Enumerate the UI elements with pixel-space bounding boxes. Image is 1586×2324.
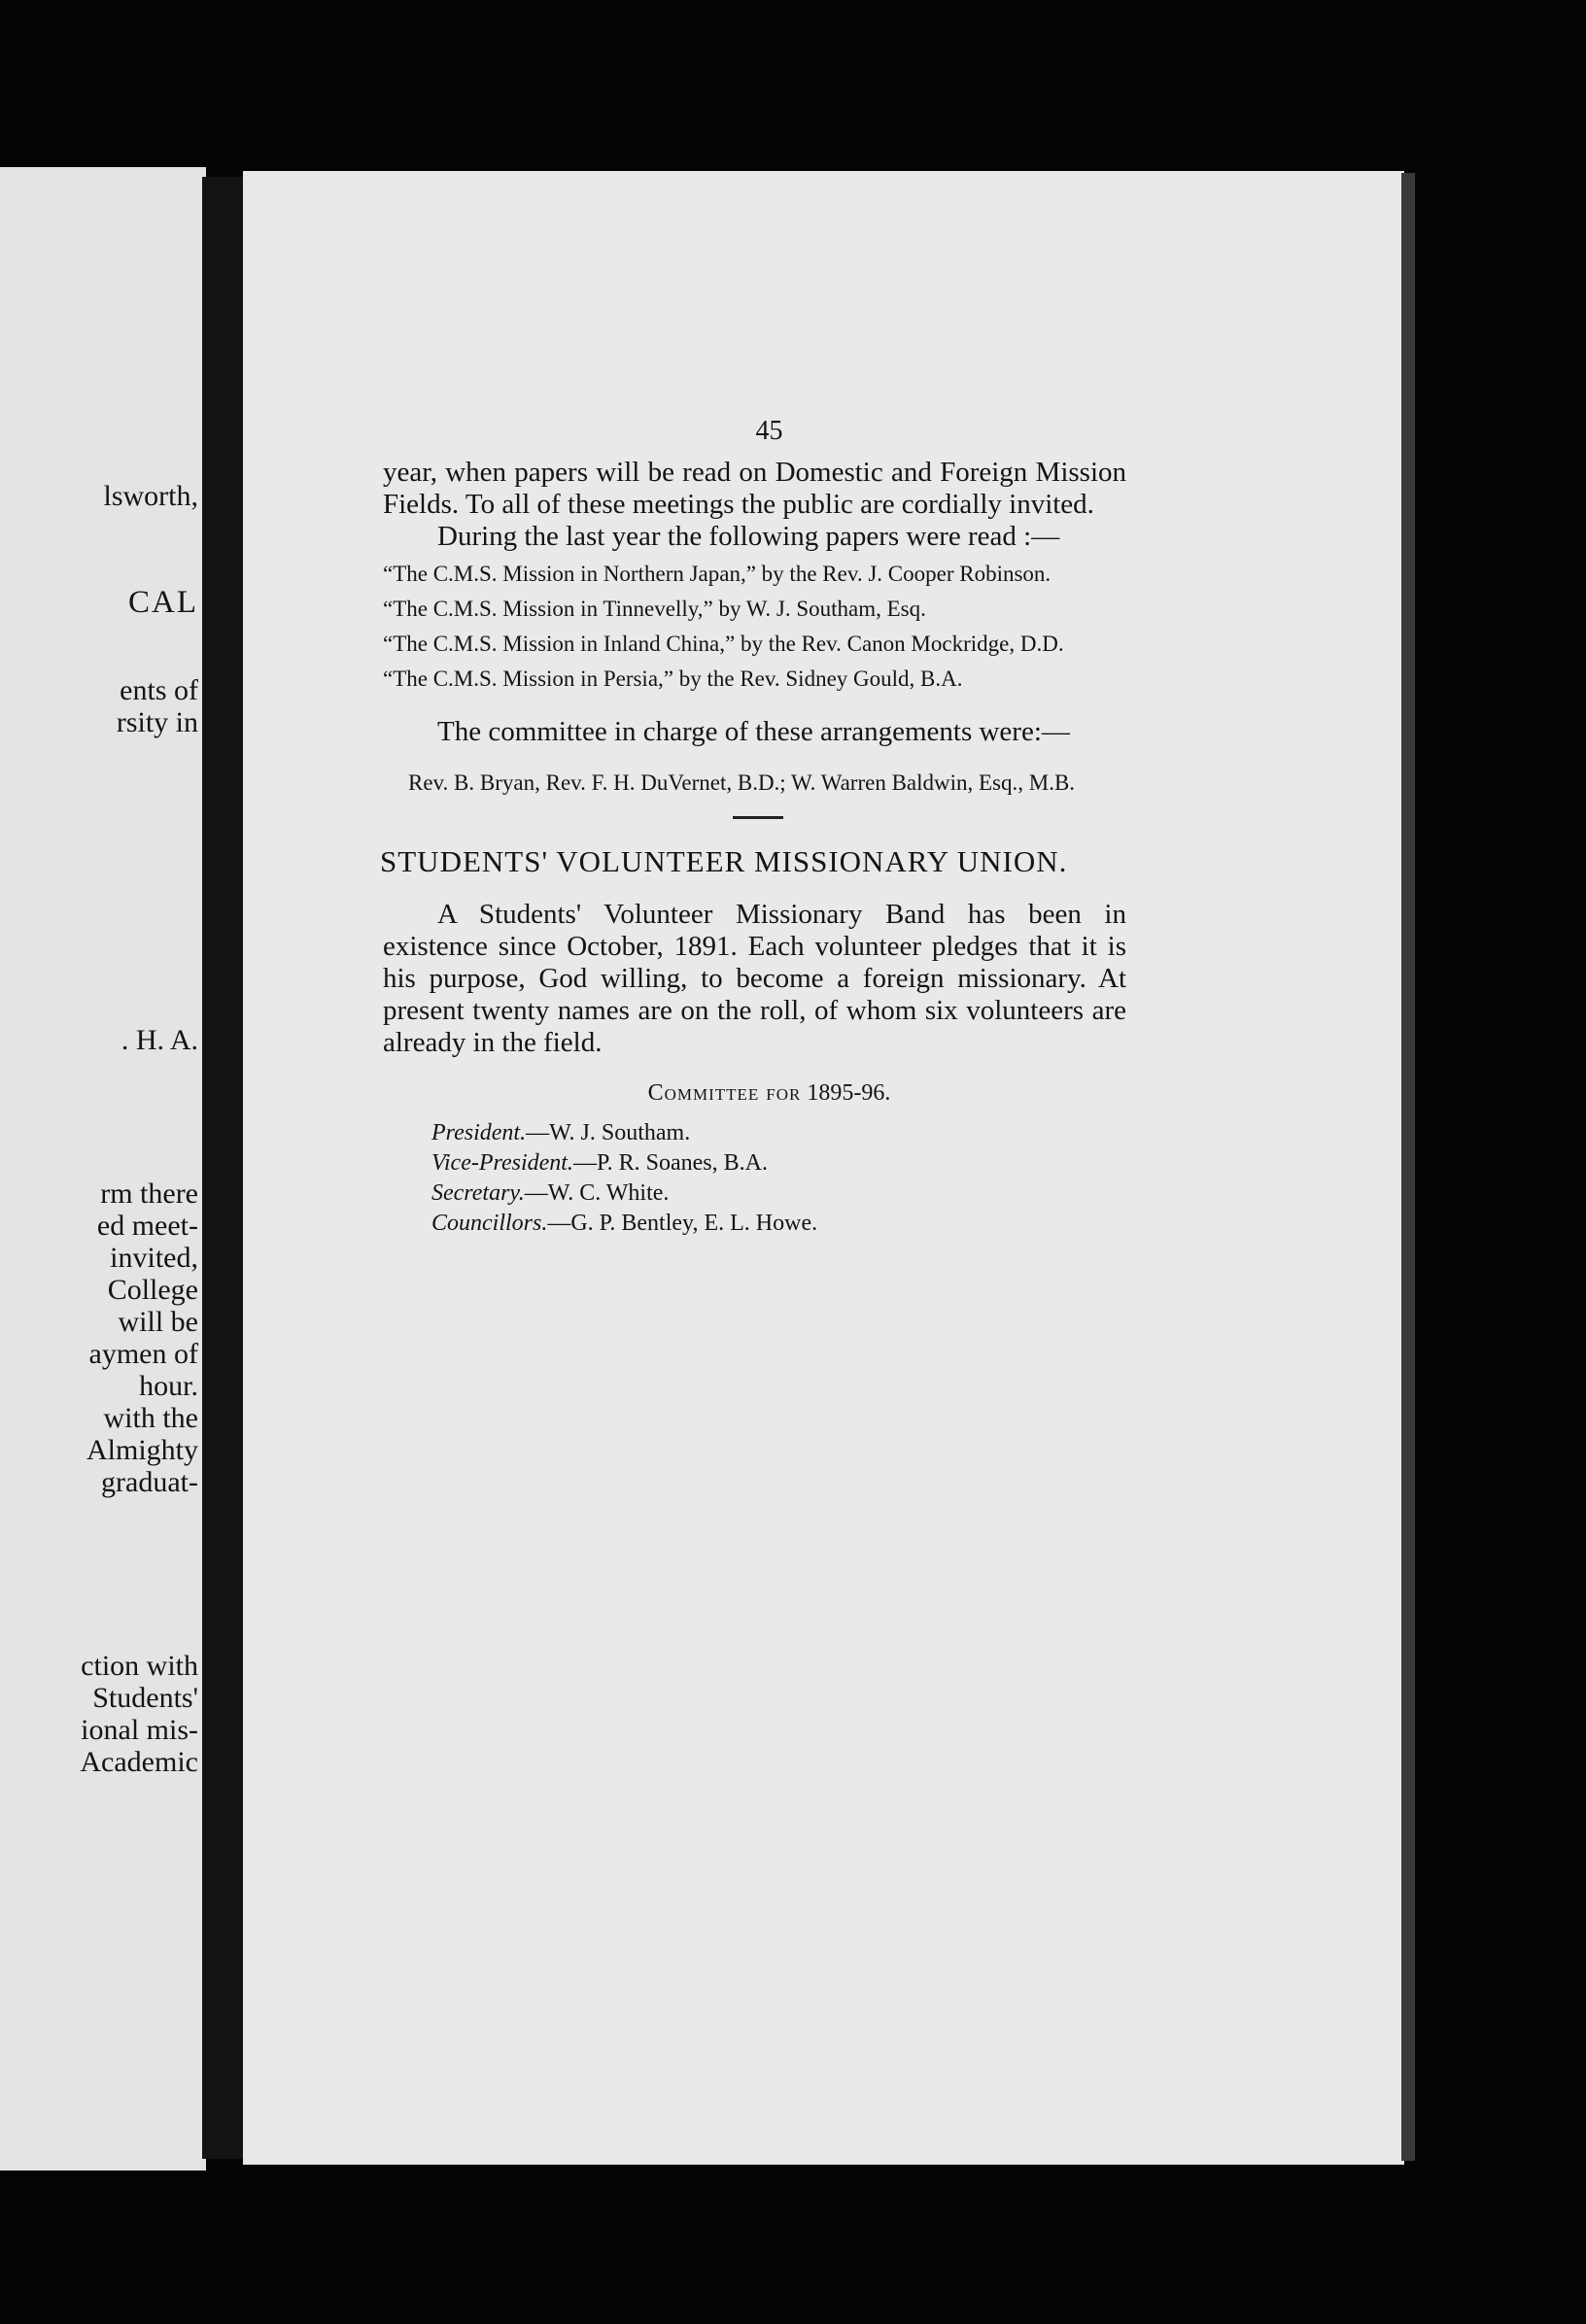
left-page-line: aymen of — [88, 1338, 198, 1370]
left-page-line: Almighty — [86, 1434, 198, 1466]
paper-item: “The C.M.S. Mission in Persia,” by the Rev. Sidney Gould, B.A. — [383, 666, 963, 691]
committee-intro: The committee in charge of these arrangements were:— — [437, 716, 1070, 747]
paper-item: “The C.M.S. Mission in Northern Japan,” by the Rev. J. Cooper Robinson. — [383, 562, 1052, 586]
left-page-line: hour. — [139, 1370, 198, 1402]
officer-name: —W. C. White. — [524, 1180, 670, 1206]
officer-role: Vice-President. — [431, 1150, 573, 1176]
left-page-line: rsity in — [116, 706, 198, 738]
page-number: 45 — [755, 416, 783, 446]
left-page-line: graduat- — [101, 1466, 198, 1498]
left-page-line: invited, — [110, 1242, 198, 1274]
papers-list — [383, 561, 1126, 693]
paper-item: “The C.M.S. Mission in Tinnevelly,” by W. J. Southam, Esq. — [383, 597, 926, 621]
left-page-line: ction with — [81, 1650, 198, 1682]
committee-heading — [383, 1080, 1126, 1107]
left-page-line: College — [107, 1274, 198, 1306]
committee-heading-year: 1895-96. — [807, 1080, 891, 1106]
officer-name: —P. R. Soanes, B.A. — [572, 1150, 768, 1176]
officer-row — [431, 1148, 1126, 1179]
intro-paragraph: year, when papers will be read on Domestic and Foreign Mission Fields. To all of these meetings the public are cordially invited. — [383, 457, 1126, 520]
page-edge — [1401, 173, 1415, 2161]
left-page-line: ents of — [120, 674, 198, 706]
officer-row — [431, 1179, 1126, 1209]
left-page-line: ional mis- — [81, 1714, 198, 1746]
left-page-line: Academic — [80, 1746, 198, 1778]
left-page-heading: CAL — [128, 585, 198, 620]
papers-intro: During the last year the following papers were read :— — [437, 521, 1060, 552]
officer-row — [431, 1118, 1126, 1148]
left-page-line: Students' — [92, 1682, 198, 1714]
committee-members: Rev. B. Bryan, Rev. F. H. DuVernet, B.D.; W. Warren Baldwin, Esq., M.B. — [408, 770, 1076, 795]
officer-row — [431, 1209, 1126, 1239]
section-divider — [733, 816, 783, 819]
left-page-line: ed meet- — [96, 1210, 198, 1242]
officer-name: —W. J. Southam. — [526, 1120, 691, 1145]
left-page-line: lsworth, — [103, 480, 198, 512]
page-text-block — [380, 416, 1126, 1239]
officer-role: Secretary. — [431, 1180, 525, 1206]
left-page-line: rm there — [100, 1178, 198, 1210]
section-paragraph: A Students' Volunteer Missionary Band has been in existence since October, 1891. Each volunteer pledges that it is his purpose, God willing, to become a foreign missionary. At present twenty names are on the roll, of whom six volunteers are already in the field. — [383, 899, 1126, 1058]
officer-name: —G. P. Bentley, E. L. Howe. — [547, 1211, 818, 1236]
officers-list — [383, 1118, 1126, 1239]
left-page-line: . H. A. — [121, 1024, 198, 1056]
officer-role: President. — [431, 1120, 527, 1145]
section-heading: STUDENTS' VOLUNTEER MISSIONARY UNION. — [380, 844, 1068, 878]
left-page-line: with the — [103, 1402, 198, 1434]
left-page-line: will be — [118, 1306, 198, 1338]
left-page — [0, 167, 206, 2170]
paper-item: “The C.M.S. Mission in Inland China,” by the Rev. Canon Mockridge, D.D. — [383, 632, 1064, 656]
committee-heading-label: Committee for — [647, 1080, 802, 1106]
officer-role: Councillors. — [431, 1211, 548, 1236]
